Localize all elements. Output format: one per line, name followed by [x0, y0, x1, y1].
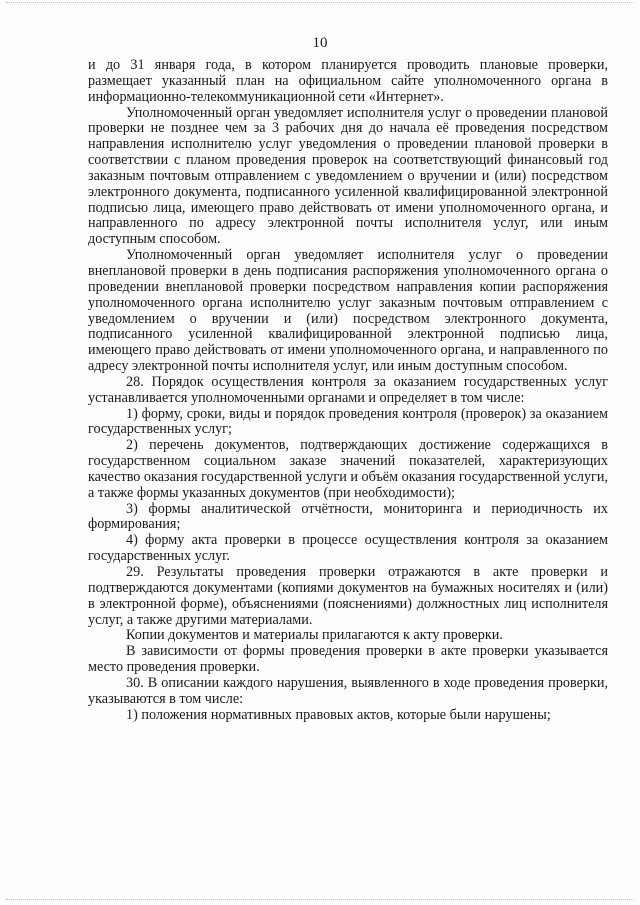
page-number: 10	[312, 35, 328, 51]
paragraph: 29. Результаты проведения проверки отражаются в акте проверки и подтверждаются документами (копиями документов на бумажных носителях и (или) в электронной форме), объяснениями (пояснениями) должностных лиц исполнителя услуг, а также другими материалами.	[88, 564, 608, 628]
paragraph: и до 31 января года, в котором планируется проводить плановые проверки, размещает указанный план на официальном сайте уполномоченного органа в информационно-телекоммуникационной сети «Интернет».	[88, 57, 608, 105]
paragraph: Копии документов и материалы прилагаются к акту проверки.	[126, 627, 503, 644]
document-body	[88, 58, 608, 723]
list-item: 3) формы аналитической отчётности, мониторинга и периодичность их формирования;	[88, 500, 608, 533]
list-item: 4) форму акта проверки в процессе осуществления контроля за оказанием государственных услуг.	[88, 532, 608, 565]
paragraph: В зависимости от формы проведения проверки в акте проверки указывается место проведения проверки.	[88, 643, 608, 676]
scan-edge-bottom	[6, 896, 634, 900]
paragraph: Уполномоченный орган уведомляет исполнителя услуг о проведении плановой проверки не позднее чем за 3 рабочих дня до начала её проведения посредством направления исполнителю услуг уведомления о проведении плановой проверки в соответствии с планом проведения проверок на соответствующий финансовый год заказным почтовым отправлением с уведомлением о вручении и (или) посредством электронного документа, подписанного усиленной квалифицированной электронной подписью лица, имеющего право действовать от имени уполномоченного органа, и направленного по адресу электронной почты исполнителя услуг, или иным доступным способом.	[88, 104, 608, 248]
scan-edge-top	[6, 2, 634, 6]
list-item: 2) перечень документов, подтверждающих достижение содержащихся в государственном социальном заказе значений показателей, характеризующих качество оказания государственной услуги и объём оказания государственной услуги, а также формы указанных документов (при необходимости);	[88, 437, 609, 501]
paragraph: 30. В описании каждого нарушения, выявленного в ходе проведения проверки, указываются в том числе:	[88, 674, 608, 707]
list-item: 1) форму, сроки, виды и порядок проведения контроля (проверок) за оказанием государственных услуг;	[88, 405, 608, 438]
paragraph: 28. Порядок осуществления контроля за оказанием государственных услуг устанавливается уполномоченными органами и определяет в том числе:	[88, 373, 608, 406]
list-item: 1) положения нормативных правовых актов, которые были нарушены;	[126, 706, 551, 723]
paragraph: Уполномоченный орган уведомляет исполнителя услуг о проведении внеплановой проверки в день подписания распоряжения уполномоченного органа о проведении внеплановой проверки посредством направления копии распоряжения уполномоченного органа исполнителю услуг заказным почтовым отправлением с уведомлением о вручении и (или) посредством электронного документа, подписанного усиленной квалифицированной электронной подписью лица, имеющего право действовать от имени уполномоченного органа, и направленного по адресу электронной почты исполнителя услуг, или иным доступным способом.	[88, 247, 608, 375]
